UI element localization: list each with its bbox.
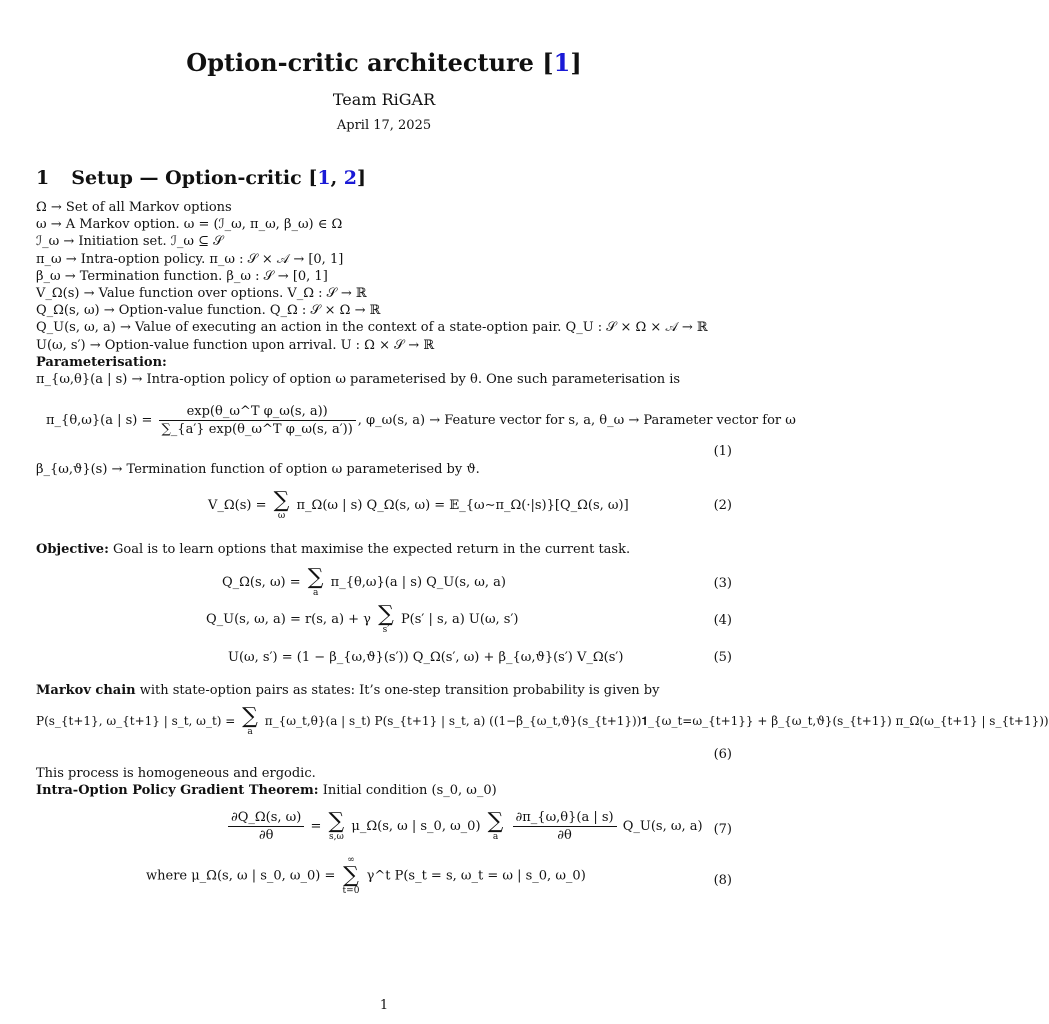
equation-number: (6) bbox=[713, 747, 732, 762]
citation-link[interactable]: 1 bbox=[317, 167, 331, 189]
equation-number: (5) bbox=[713, 650, 732, 665]
equation-6: P(s_{t+1}, ω_{t+1} | s_t, ω_t) = ∑ a π_{ω_t,θ}(a | s_t) P(s_{t+1} | s_t, a) ((1−β_{ω_t,ϑ}(s_{t+1}))𝟏_{ω_t=ω_{t+1}} + β_{ω_t,ϑ}(s_{t+1}) π_Ω(ω_{t+1} | s_{t+1})) bbox=[36, 704, 1049, 737]
equation-number: (7) bbox=[713, 822, 732, 837]
document-title: Option-critic architecture [1] bbox=[186, 48, 582, 77]
equation-4: Q_U(s, ω, a) = r(s, a) + γ ∑ s′ P(s′ | s, a) U(ω, s′) bbox=[206, 602, 519, 635]
sum-operator: ∑ ω bbox=[273, 488, 290, 521]
sum-operator: ∑ a bbox=[307, 565, 324, 598]
sum-operator: ∑ s,ω bbox=[328, 809, 345, 842]
author: Team RiGAR bbox=[332, 90, 436, 109]
section-title: Setup — Option-critic bbox=[71, 167, 302, 189]
equation-3: Q_Ω(s, ω) = ∑ a π_{θ,ω}(a | s) Q_U(s, ω, a) bbox=[222, 565, 506, 598]
equation-8: where μ_Ω(s, ω | s_0, ω_0) = ∞ ∑ t=0 γ^t P(s_t = s, ω_t = ω | s_0, ω_0) bbox=[146, 855, 586, 896]
equation-1: π_{θ,ω}(a | s) = $\frac{\text{exp(θ\_ω\textasciicircum{}T φ\_ω(s, a))}}{\text{∑\_\{a′\} exp(θ\_ω\textasciicircum{}T φ\_ω(s, a′))}}$ , φ_ω(s, a) → Feature vector for s, a, θ_ω → Parameter vector for ω bbox=[46, 404, 796, 437]
equation-number: (2) bbox=[713, 498, 732, 513]
parameterisation-heading: Parameterisation: bbox=[36, 354, 167, 370]
fraction: $\frac{\partial Q\_\Omega(s, \omega)}{\partial\theta}$ bbox=[228, 810, 304, 843]
equation-number: (4) bbox=[713, 613, 732, 628]
definition-line: π_ω → Intra-option policy. π_ω : 𝒮 × 𝒜 → [0, 1] bbox=[36, 251, 344, 267]
definition-line: Q_Ω(s, ω) → Option-value function. Q_Ω : 𝒮 × Ω → ℝ bbox=[36, 303, 381, 319]
homogeneous-line: This process is homogeneous and ergodic. bbox=[36, 766, 316, 781]
equation-number: (8) bbox=[713, 873, 732, 888]
definition-line: β_ω → Termination function. β_ω : 𝒮 → [0, 1] bbox=[36, 268, 328, 284]
definition-line: U(ω, s′) → Option-value function upon arrival. U : Ω × 𝒮 → ℝ bbox=[36, 337, 435, 353]
definition-line: ℐ_ω → Initiation set. ℐ_ω ⊆ 𝒮 bbox=[36, 234, 224, 250]
title-text: Option-critic architecture bbox=[186, 48, 534, 77]
equation-number: (1) bbox=[713, 444, 732, 459]
termination-line: β_{ω,ϑ}(s) → Termination function of option ω parameterised by ϑ. bbox=[36, 462, 480, 477]
markov-chain-line: Markov chain with state-option pairs as states: It’s one-step transition probability is given by bbox=[36, 683, 660, 698]
definition-line: ω → A Markov option. ω = (ℐ_ω, π_ω, β_ω) ∈ Ω bbox=[36, 217, 343, 233]
equation-7: $\frac{\partial Q\_\Omega(s, \omega)}{\partial\theta}$ = ∑ s,ω μ_Ω(s, ω | s_0, ω_0) ∑ a $\frac{\partial\pi\_\{\omega,\theta\}(a | s)}{\partial\theta}$ Q_U(s, ω, a) bbox=[226, 810, 703, 843]
definition-line: V_Ω(s) → Value function over options. V_Ω : 𝒮 → ℝ bbox=[36, 285, 367, 301]
citation-link[interactable]: 1 bbox=[553, 48, 571, 77]
theorem-line: Intra-Option Policy Gradient Theorem: Initial condition (s_0, ω_0) bbox=[36, 783, 497, 798]
equation-5: U(ω, s′) = (1 − β_{ω,ϑ}(s′)) Q_Ω(s′, ω) + β_{ω,ϑ}(s′) V_Ω(s′) bbox=[228, 650, 624, 665]
section-heading: 1 Setup — Option-critic [1, 2] bbox=[36, 167, 367, 189]
fraction: $\frac{\text{exp(θ\_ω\textasciicircum{}T φ\_ω(s, a))}}{\text{∑\_\{a′\} exp(θ\_ω\textasciicircum{}T φ\_ω(s, a′))}}$ bbox=[159, 404, 356, 437]
sum-operator: ∞ ∑ t=0 bbox=[342, 855, 360, 896]
equation-number: (3) bbox=[713, 576, 732, 591]
parameterisation-intro: π_{ω,θ}(a | s) → Intra-option policy of option ω parameterised by θ. One such parameterisation is bbox=[36, 371, 681, 387]
objective-line: Objective: Goal is to learn options that maximise the expected return in the current task. bbox=[36, 542, 631, 557]
sum-operator: ∑ s′ bbox=[378, 602, 394, 635]
definition-line: Q_U(s, ω, a) → Value of executing an action in the context of a state-option pair. Q_U : 𝒮 × Ω × 𝒜 → ℝ bbox=[36, 320, 708, 336]
definition-list bbox=[36, 199, 708, 388]
date: April 17, 2025 bbox=[336, 118, 432, 133]
fraction: $\frac{\partial\pi\_\{\omega,\theta\}(a | s)}{\partial\theta}$ bbox=[513, 810, 617, 843]
citation-link[interactable]: 2 bbox=[343, 167, 358, 189]
sum-operator: ∑ a bbox=[242, 704, 258, 737]
section-number: 1 bbox=[36, 167, 50, 189]
definition-line: Ω → Set of all Markov options bbox=[36, 200, 232, 215]
sum-operator: ∑ a bbox=[487, 809, 504, 842]
equation-2: V_Ω(s) = ∑ ω π_Ω(ω | s) Q_Ω(s, ω) = 𝔼_{ω∼π_Ω(·|s)}[Q_Ω(s, ω)] bbox=[208, 488, 629, 521]
page-number: 1 bbox=[379, 998, 389, 1013]
